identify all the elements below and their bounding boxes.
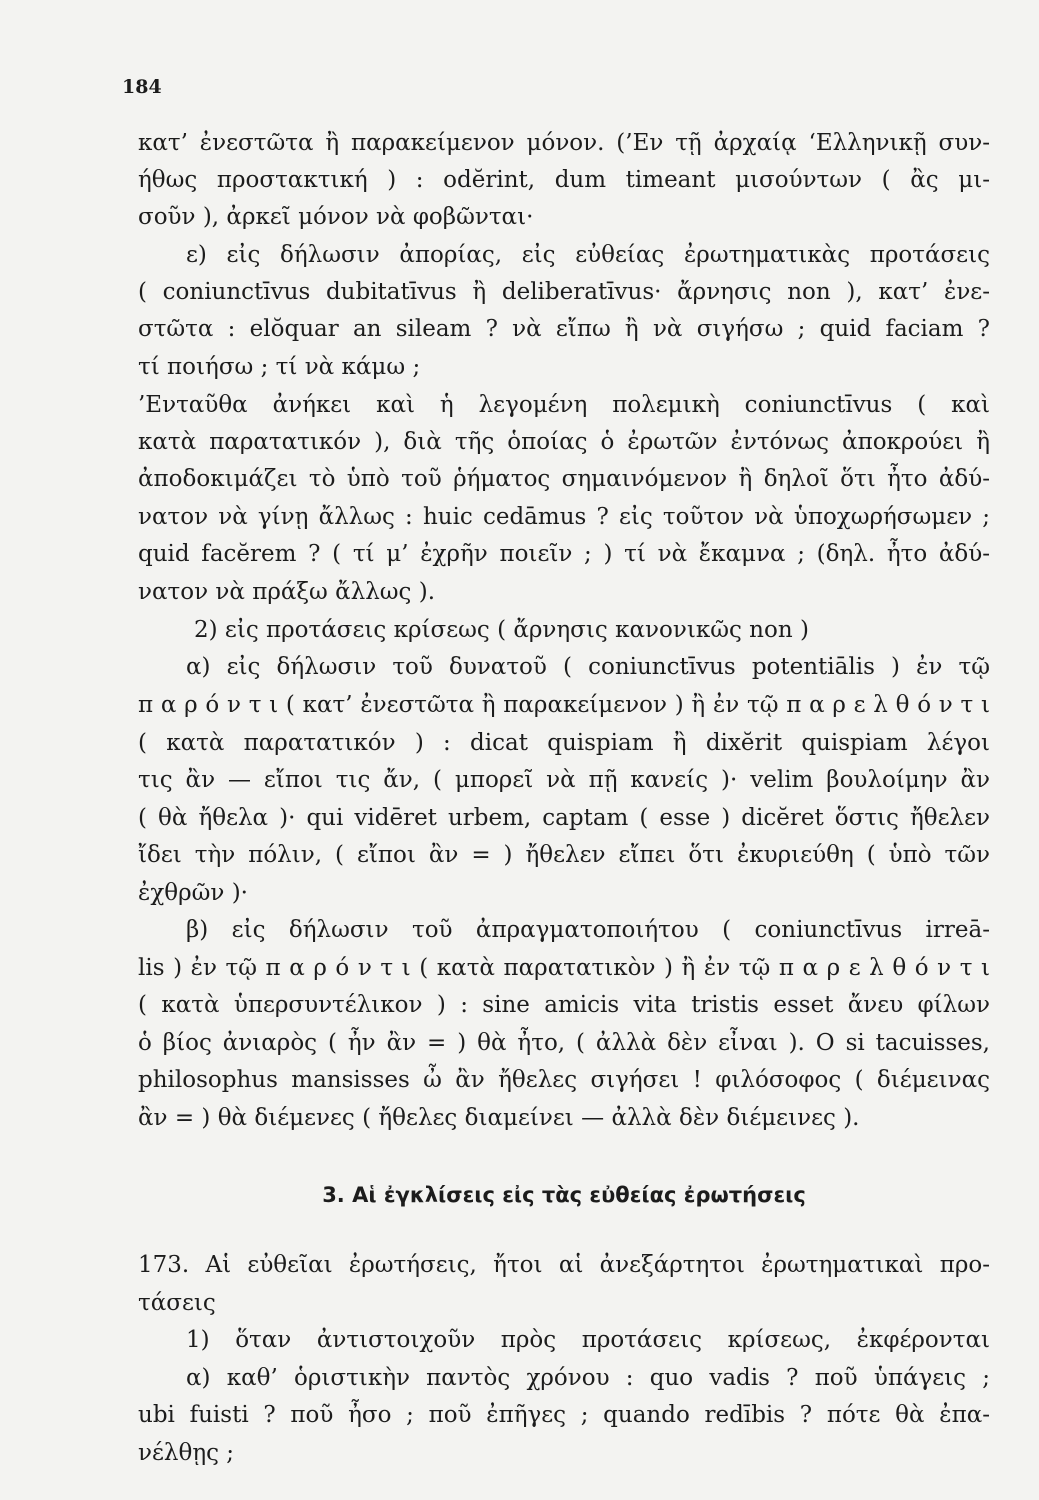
- section-heading: 3. Αἱ ἐγκλίσεις εἰς τὰς εὐθείας ἐρωτήσεις: [322, 1183, 806, 1207]
- text-line: ἐχθρῶν )·: [138, 880, 248, 906]
- text-line: ήθως προστακτική ) : odĕrint, dum timeant μισούντων ( ἂς μι-: [138, 167, 990, 193]
- text-line: quid facĕrem ? ( τί μ’ ἐχρῆν ποιεῖν ; ) τί νὰ ἔκαμνα ; (δηλ. ἦτο ἀδύ-: [138, 541, 990, 567]
- text-line: β) εἰς δήλωσιν τοῦ ἀπραγματοποιήτου ( coniunctīvus irreā-: [186, 917, 990, 943]
- text-line: νέλθῃς ;: [138, 1440, 235, 1466]
- text-line: ἂν = ) θὰ διέμενες ( ἤθελες διαμείνει — ἀλλὰ δὲν διέμεινες ).: [138, 1105, 860, 1131]
- text-line: στῶτα : elŏquar an sileam ? νὰ εἴπω ἢ νὰ σιγήσω ; quid faciam ?: [138, 316, 990, 342]
- text-line: ( coniunctīvus dubitatīvus ἢ deliberatīvus· ἄρνησις non ), κατ’ ἐνε-: [138, 279, 990, 305]
- text-line: α) εἰς δήλωσιν τοῦ δυνατοῦ ( coniunctīvus potentiālis ) ἐν τῷ: [186, 654, 990, 680]
- text-line: lis ) ἐν τῷ π α ρ ό ν τ ι ( κατὰ παρατατικὸν ) ἢ ἐν τῷ π α ρ ε λ θ ό ν τ ι: [138, 955, 990, 981]
- page-number: 184: [122, 76, 162, 98]
- text-line: ἴδει τὴν πόλιν, ( εἴποι ἂν = ) ἤθελεν εἴπει ὅτι ἐκυριεύθη ( ὑπὸ τῶν: [138, 842, 990, 868]
- text-line: ( κατὰ παρατατικόν ) : dicat quispiam ἢ dixĕrit quispiam λέγοι: [138, 730, 990, 756]
- text-line: νατον νὰ πράξω ἄλλως ).: [138, 579, 436, 605]
- text-line: ubi fuisti ? ποῦ ἦσο ; ποῦ ἐπῆγες ; quando redībis ? πότε θὰ ἐπα-: [138, 1402, 990, 1428]
- text-line: ἀποδοκιμάζει τὸ ὑπὸ τοῦ ῥήματος σημαινόμενον ἢ δηλοῖ ὅτι ἦτο ἀδύ-: [138, 466, 990, 492]
- text-line: κατ’ ἐνεστῶτα ἢ παρακείμενον μόνον. (’Εν τῇ ἀρχαίᾳ ‘Ελληνικῇ συν-: [138, 130, 990, 156]
- text-line: κατὰ παρατατικόν ), διὰ τῆς ὁποίας ὁ ἐρωτῶν ἐντόνως ἀποκρούει ἢ: [138, 429, 990, 455]
- text-line: π α ρ ό ν τ ι ( κατ’ ἐνεστῶτα ἢ παρακείμενον ) ἢ ἐν τῷ π α ρ ε λ θ ό ν τ ι: [138, 692, 990, 718]
- text-line: ( θὰ ἤθελα )· qui vidēret urbem, captam ( esse ) dicĕret ὅστις ἤθελεν: [138, 805, 990, 831]
- text-line: νατον νὰ γίνῃ ἄλλως : huic cedāmus ? εἰς τοῦτον νὰ ὑποχωρήσωμεν ;: [138, 504, 990, 530]
- text-line: τις ἂν — εἴποι τις ἄν, ( μπορεῖ νὰ πῇ κανείς )· velim βουλοίμην ἂν: [138, 767, 990, 793]
- text-line: α) καθ’ ὁριστικὴν παντὸς χρόνου : quo vadis ? ποῦ ὑπάγεις ;: [186, 1365, 990, 1391]
- text-line: τί ποιήσω ; τί νὰ κάμω ;: [138, 354, 421, 380]
- text-line: 1) ὅταν ἀντιστοιχοῦν πρὸς προτάσεις κρίσεως, ἐκφέρονται: [186, 1327, 990, 1353]
- text-line: philosophus mansisses ὦ ἂν ἤθελες σιγήσει ! φιλόσοφος ( διέμεινας: [138, 1067, 990, 1093]
- text-line: ( κατὰ ὑπερσυντέλικον ) : sine amicis vita tristis esset ἄνευ φίλων: [138, 992, 990, 1018]
- text-line: ’Ενταῦθα ἀνήκει καὶ ἡ λεγομένη πολεμικὴ coniunctīvus ( καὶ: [138, 392, 990, 418]
- text-line: ε) εἰς δήλωσιν ἀπορίας, εἰς εὐθείας ἐρωτηματικὰς προτάσεις: [186, 242, 990, 268]
- text-line: σοῦν ), ἀρκεῖ μόνον νὰ φοβῶνται·: [138, 204, 534, 230]
- text-line: 173. Αἱ εὐθεῖαι ἐρωτήσεις, ἤτοι αἱ ἀνεξάρτητοι ἐρωτηματικαὶ προ-: [138, 1252, 990, 1278]
- text-line: 2) εἰς προτάσεις κρίσεως ( ἄρνησις κανονικῶς non ): [194, 617, 809, 643]
- text-line: τάσεις: [138, 1290, 216, 1316]
- text-line: ὁ βίος ἀνιαρὸς ( ἦν ἂν = ) θὰ ἦτο, ( ἀλλὰ δὲν εἶναι ). O si tacuisses,: [138, 1030, 990, 1056]
